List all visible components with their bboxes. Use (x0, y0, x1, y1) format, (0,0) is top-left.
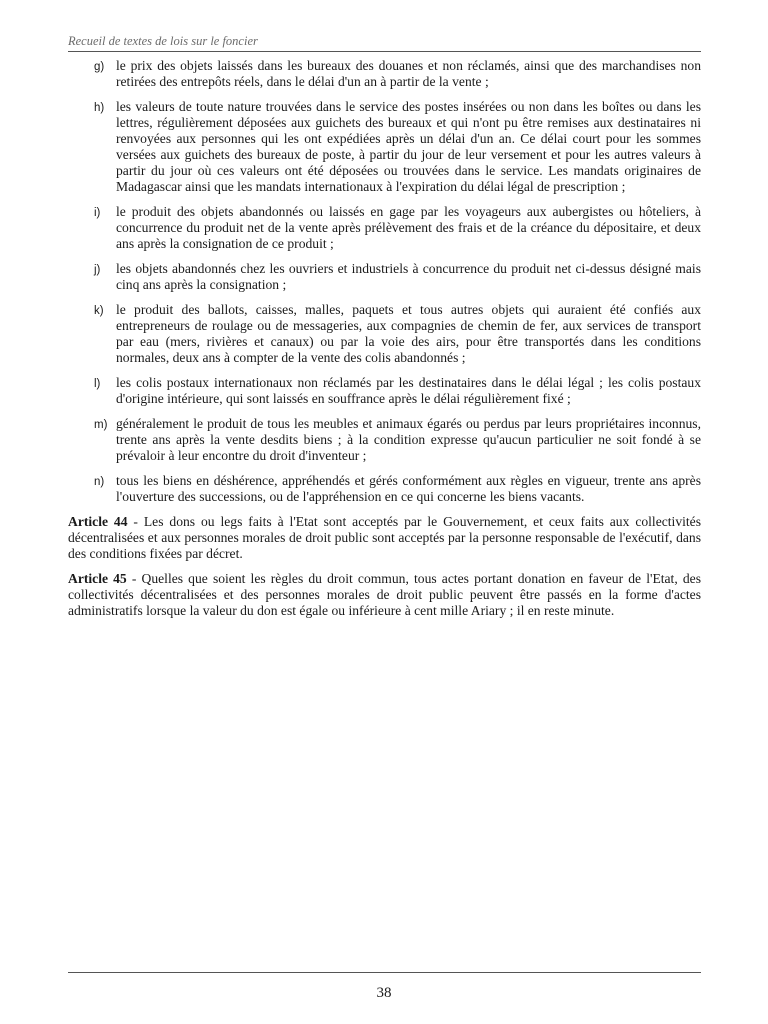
list-item-label: l) (94, 378, 101, 390)
list-item-text: le produit des objets abandonnés ou laissés en gage par les voyageurs aux aubergistes ou hôteliers, à concurrence du produit net de la vente après prélèvement des frais et de la créance du dépositaire, et deux ans après la consignation de ce produit ; (116, 204, 701, 251)
list-item-label: i) (94, 207, 101, 219)
article-text: - Quelles que soient les règles du droit commun, tous actes portant donation en faveur de l'Etat, des collectivités décentralisées et des personnes morales de droit public peuvent être passés en la forme d'actes administratifs lorsque la valeur du don est égale ou inférieure à cent mille Ariary ; il en reste minute. (68, 571, 701, 618)
header-divider (68, 51, 701, 52)
list-item-label: h) (94, 102, 105, 114)
page-number: 38 (376, 985, 392, 1001)
list-item-text: le produit des ballots, caisses, malles, paquets et tous autres objets qui auraient été confiés aux entrepreneurs de roulage ou de messageries, aux compagnies de chemin de fer, aux services de transport par eau (mers, rivières et canaux) ou par la voie des airs, pour être transportés dans les conditions normales, deux ans à compter de la vente des colis abandonnés ; (116, 302, 701, 365)
article-44 (68, 514, 701, 562)
list-item-text: tous les biens en déshérence, appréhendés et gérés conformément aux règles en vigueur, trente ans après l'ouverture des successions, ou de l'appréhension en ce qui concerne les biens vacants. (116, 473, 701, 504)
list-item (68, 375, 701, 407)
article-45 (68, 571, 701, 619)
footer-divider (68, 972, 701, 973)
running-header: Recueil de textes de lois sur le foncier (68, 34, 258, 48)
list-item-label: m) (94, 419, 108, 431)
list-item (68, 99, 701, 195)
list-item-label: j) (94, 264, 101, 276)
article-label: Article 44 (68, 514, 128, 529)
list-item (68, 473, 701, 505)
list-item (68, 204, 701, 252)
list-item (68, 302, 701, 366)
list-item (68, 416, 701, 464)
article-label: Article 45 (68, 571, 127, 586)
page-body (68, 58, 701, 628)
article-text: - Les dons ou legs faits à l'Etat sont acceptés par le Gouvernement, et ceux faits aux collectivités décentralisées et aux personnes morales de droit public sont acceptés par la personne responsable de l'exécutif, dans des conditions fixées par décret. (68, 514, 701, 561)
list-item-label: k) (94, 305, 104, 317)
list-item (68, 58, 701, 90)
list-item-text: généralement le produit de tous les meubles et animaux égarés ou perdus par leurs propriétaires inconnus, trente ans après la vente desdits biens ; à la condition expresse qu'aucun particulier ne soit fondé à se prévaloir à leur encontre du droit d'inventeur ; (116, 416, 701, 463)
list-item-text: le prix des objets laissés dans les bureaux des douanes et non réclamés, ainsi que des marchandises non retirées des entrepôts réels, dans le délai d'un an à partir de la vente ; (116, 58, 701, 89)
list-item (68, 261, 701, 293)
list-item-text: les objets abandonnés chez les ouvriers et industriels à concurrence du produit net ci-dessus désigné mais cinq ans après la consignation ; (116, 261, 701, 292)
list-item-label: g) (94, 61, 105, 73)
list-item-label: n) (94, 476, 105, 488)
list-item-text: les valeurs de toute nature trouvées dans le service des postes insérées ou non dans les boîtes ou dans les lettres, régulièrement déposées aux guichets des bureaux et qui n'ont pu être remises aux destinataires ni renvoyées aux personnes qui les ont expédiées après un délai d'un an. Ce délai court pour les sommes versées aux guichets des bureaux de poste, à partir du jour de leur versement et pour les autres valeurs à partir du jour où ces valeurs ont été déposées ou trouvées dans le service. Les mandats originaires de Madagascar ainsi que les mandats internationaux à l'expiration du délai légal de prescription ; (116, 99, 701, 194)
list-item-text: les colis postaux internationaux non réclamés par les destinataires dans le délai légal ; les colis postaux d'origine intérieure, qui sont laissés en souffrance après le délai régulièrement fixé ; (116, 375, 701, 406)
